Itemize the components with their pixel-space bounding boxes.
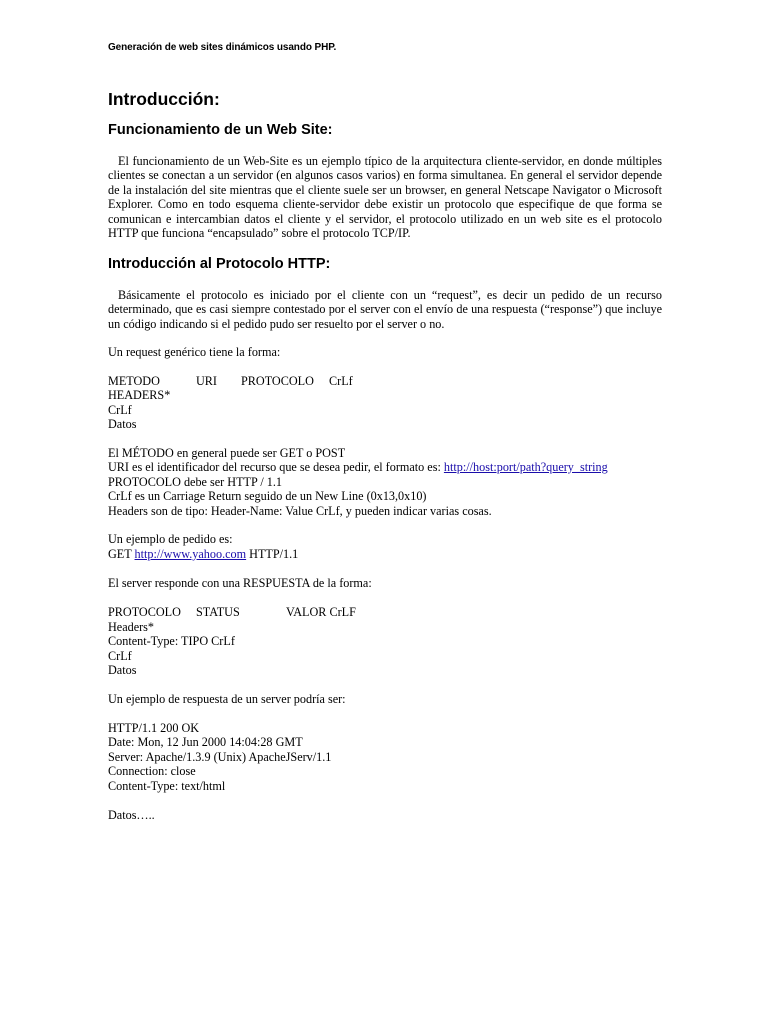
response-content-type-line: Content-Type: TIPO CrLf xyxy=(108,634,235,648)
uri-definition xyxy=(108,460,608,474)
uri-format-link[interactable]: http://host:port/path?query_string xyxy=(443,460,608,474)
example-request-version: HTTP/1.1 xyxy=(246,547,299,561)
request-form-row xyxy=(108,374,408,389)
example-request-line xyxy=(108,547,298,561)
example-response-line: Date: Mon, 12 Jun 2000 14:04:28 GMT xyxy=(108,735,303,749)
http-intro-paragraph-text: Básicamente el protocolo es iniciado por el cliente con un “request”, es decir un pedido de un recurso determinado, que es casi siempre contestado por el server con el envío de una respuesta (“response”) que incluye un código indicando si el pedido pudo ser resuelto por el server o no. xyxy=(108,288,662,331)
web-site-paragraph xyxy=(108,154,662,241)
request-uri-column: URI xyxy=(196,374,217,388)
method-definition: El MÉTODO en general puede ser GET o POST xyxy=(108,446,346,460)
example-response-data: Datos….. xyxy=(108,808,155,822)
http-intro-paragraph xyxy=(108,288,662,331)
example-response-intro: Un ejemplo de respuesta de un server podría ser: xyxy=(108,692,346,706)
response-value-column: VALOR CrLF xyxy=(286,605,356,619)
request-crlf-column: CrLf xyxy=(329,374,353,388)
crlf-definition: CrLf es un Carriage Return seguido de un New Line (0x13,0x10) xyxy=(108,489,427,503)
web-site-paragraph-text: El funcionamiento de un Web-Site es un ejemplo típico de la arquitectura cliente-servidor, en donde múltiples clientes se conectan a un servidor (en algunos casos varios) en forma simultanea. En general el servidor depende de la instalación del site mientras que el cliente suele ser un browser, en general Netscape Navigator o Microsoft Explorer. Como en todo esquema cliente-servidor debe existir un protocolo que especifique de que forma se comunican e intercambian datos el cliente y el servidor, el protocolo utilizado en un web site es el protocolo HTTP que funciona “encapsulado” sobre el protocolo TCP/IP. xyxy=(108,154,662,241)
request-crlf-line: CrLf xyxy=(108,403,132,417)
running-header: Generación de web sites dinámicos usando PHP. xyxy=(108,42,337,53)
request-protocol-column: PROTOCOLO xyxy=(241,374,314,388)
example-request-method: GET xyxy=(108,547,135,561)
yahoo-link[interactable]: http://www.yahoo.com xyxy=(134,547,247,561)
uri-definition-text: URI es el identificador del recurso que se desea pedir, el formato es: xyxy=(108,460,444,474)
example-response-line: HTTP/1.1 200 OK xyxy=(108,721,200,735)
example-response-line: Connection: close xyxy=(108,764,196,778)
section-heading-http: Introducción al Protocolo HTTP: xyxy=(108,256,331,272)
page-title: Introducción: xyxy=(108,89,220,109)
response-headers-line: Headers* xyxy=(108,620,155,634)
protocol-definition: PROTOCOLO debe ser HTTP / 1.1 xyxy=(108,475,282,489)
example-response-line: Content-Type: text/html xyxy=(108,779,226,793)
example-request-intro: Un ejemplo de pedido es: xyxy=(108,532,233,546)
request-headers-line: HEADERS* xyxy=(108,388,171,402)
request-method-column: METODO xyxy=(108,374,160,388)
example-response-line: Server: Apache/1.3.9 (Unix) ApacheJServ/1.1 xyxy=(108,750,332,764)
section-heading-web-site: Funcionamiento de un Web Site: xyxy=(108,122,333,138)
request-data-line: Datos xyxy=(108,417,137,431)
response-crlf-line: CrLf xyxy=(108,649,132,663)
response-protocol-column: PROTOCOLO xyxy=(108,605,181,619)
request-intro-text: Un request genérico tiene la forma: xyxy=(108,345,281,359)
response-intro-text: El server responde con una RESPUESTA de la forma: xyxy=(108,576,372,590)
response-form-row xyxy=(108,605,408,620)
response-status-column: STATUS xyxy=(196,605,240,619)
headers-definition: Headers son de tipo: Header-Name: Value CrLf, y pueden indicar varias cosas. xyxy=(108,504,492,518)
response-data-line: Datos xyxy=(108,663,137,677)
